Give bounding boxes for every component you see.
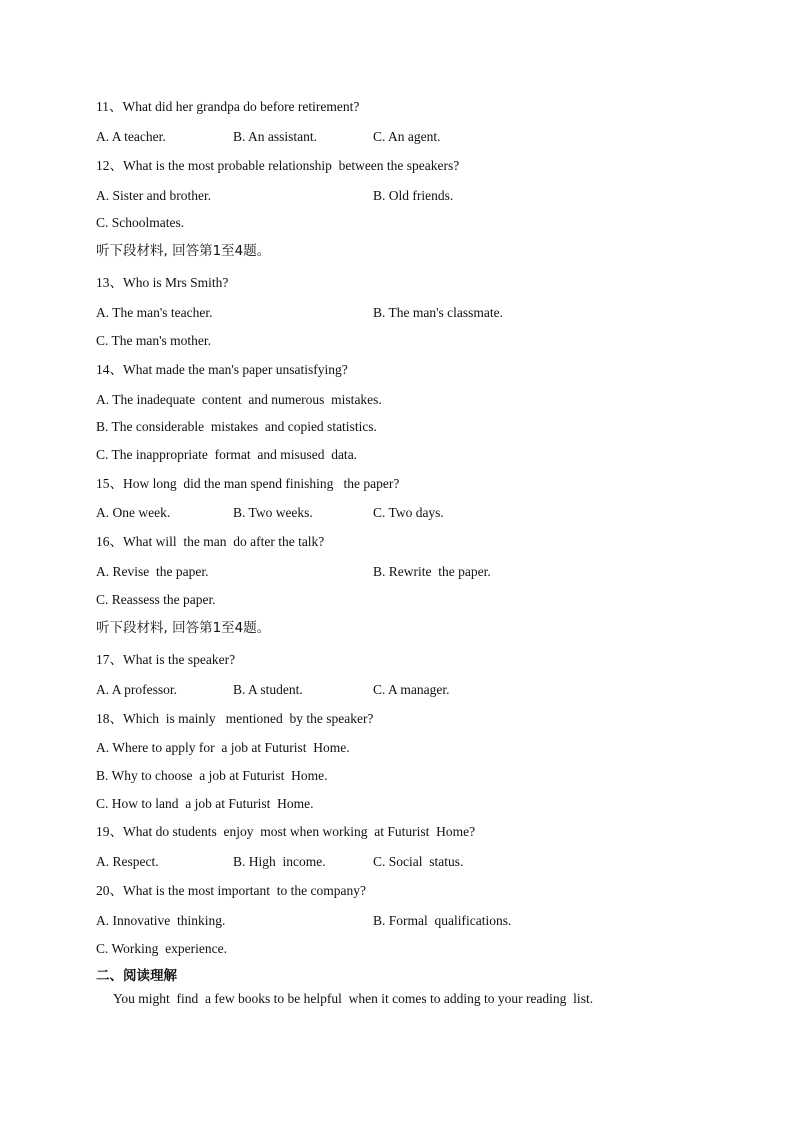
q13-option-c: C. The man's mother.: [96, 333, 212, 348]
question-11: 11、What did her grandpa do before retirement?: [96, 99, 360, 114]
q18-option-b: B. Why to choose a job at Futurist Home.: [96, 768, 328, 783]
question-16: 16、What will the man do after the talk?: [96, 534, 325, 549]
q12-option-c: C. Schoolmates.: [96, 215, 185, 230]
instruction-text-1: 听下段材料, 回答第1至4题。: [96, 243, 271, 259]
q16-option-c: C. Reassess the paper.: [96, 592, 216, 607]
q20-option-b: B. Formal qualifications.: [373, 913, 512, 928]
q14-option-b: B. The considerable mistakes and copied statistics.: [96, 419, 377, 434]
question-17: 17、What is the speaker?: [96, 652, 236, 667]
q12-option-a: A. Sister and brother.: [96, 188, 212, 203]
q15-option-a: A. One week.: [96, 505, 171, 520]
q19-option-c: C. Social status.: [373, 854, 464, 869]
q12-option-b: B. Old friends.: [373, 188, 454, 203]
q13-option-b: B. The man's classmate.: [373, 305, 504, 320]
reading-paragraph: You might find a few books to be helpful when it comes to adding to your reading list.: [113, 991, 594, 1006]
q19-option-b: B. High income.: [233, 854, 326, 869]
question-14: 14、What made the man's paper unsatisfying?: [96, 362, 348, 377]
question-20: 20、What is the most important to the company?: [96, 883, 366, 898]
question-18: 18、Which is mainly mentioned by the speaker?: [96, 711, 374, 726]
q15-option-c: C. Two days.: [373, 505, 444, 520]
question-12: 12、What is the most probable relationship between the speakers?: [96, 158, 460, 173]
q14-option-c: C. The inappropriate format and misused data.: [96, 447, 358, 462]
q11-option-b: B. An assistant.: [233, 129, 318, 144]
q18-option-a: A. Where to apply for a job at Futurist Home.: [96, 740, 350, 755]
q11-option-a: A. A teacher.: [96, 129, 166, 144]
q11-option-c: C. An agent.: [373, 129, 441, 144]
q15-option-b: B. Two weeks.: [233, 505, 313, 520]
q19-option-a: A. Respect.: [96, 854, 159, 869]
q20-option-a: A. Innovative thinking.: [96, 913, 226, 928]
q14-option-a: A. The inadequate content and numerous mistakes.: [96, 392, 382, 407]
q18-option-c: C. How to land a job at Futurist Home.: [96, 796, 314, 811]
q16-option-a: A. Revise the paper.: [96, 564, 209, 579]
instruction-text-2: 听下段材料, 回答第1至4题。: [96, 620, 271, 636]
q16-option-b: B. Rewrite the paper.: [373, 564, 491, 579]
q13-option-a: A. The man's teacher.: [96, 305, 213, 320]
q17-option-c: C. A manager.: [373, 682, 450, 697]
q17-option-b: B. A student.: [233, 682, 303, 697]
q20-option-c: C. Working experience.: [96, 941, 227, 956]
section-heading-reading: 二、阅读理解: [96, 968, 177, 984]
question-19: 19、What do students enjoy most when working at Futurist Home?: [96, 824, 476, 839]
question-13: 13、Who is Mrs Smith?: [96, 275, 229, 290]
q17-option-a: A. A professor.: [96, 682, 177, 697]
question-15: 15、How long did the man spend finishing the paper?: [96, 476, 400, 491]
